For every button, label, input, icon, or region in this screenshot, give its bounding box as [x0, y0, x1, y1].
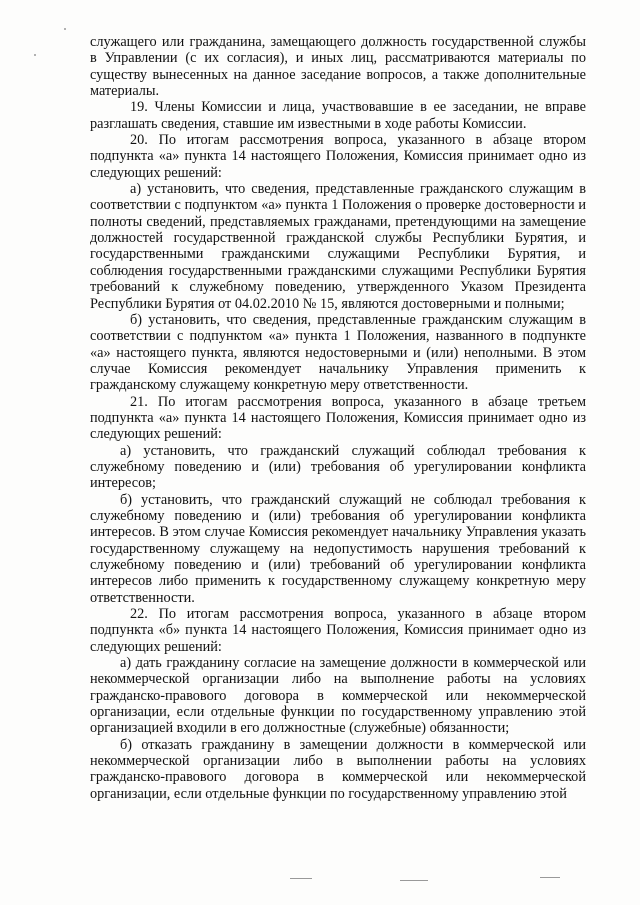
paragraph-item-21b: б) установить, что гражданский служащий не соблюдал требования к служебному поведению и (или) требования об урегулировании конфликта интересов. В этом случае Комиссия рекомендует начальнику Управления указать государственному служащему на недопустимость нарушения требований к служебному поведению и (или) требований об урегулировании конфликта интересов либо применить к государственному служащему конкретную меру ответственности.	[90, 491, 586, 606]
paragraph-continuation: служащего или гражданина, замещающего должность государственной службы в Управлении (с их согласия), и иных лиц, рассматриваются материалы по существу вынесенных на данное заседание вопросов, а также дополнительные материалы.	[90, 34, 586, 100]
paragraph-item-20a: а) установить, что сведения, представленные гражданского служащим в соответствии с подпунктом «а» пункта 1 Положения о проверке достоверности и полноты сведений, представляемых гражданами, претендующими на замещение должностей государственной гражданской службы Республики Бурятия, и государственными гражданскими служащими Республики Бурятия, и соблюдения государственными гражданскими служащими Республики Бурятия требований к служебному поведению, утвержденного Указом Президента Республики Бурятия от 04.02.2010 № 15, являются достоверными и полными;	[90, 181, 586, 312]
paragraph-item-22a: а) дать гражданину согласие на замещение должности в коммерческой или некоммерческой организации либо на выполнение работы на условиях гражданско-правового договора в коммерческой или некоммерческой организации, если отдельные функции по государственному управлению этой организацией входили в его должностные (служебные) обязанности;	[90, 655, 586, 737]
paragraph-item-21: 21. По итогам рассмотрения вопроса, указанного в абзаце третьем подпункта «а» пункта 14 настоящего Положения, Комиссия принимает одно из следующих решений:	[90, 393, 586, 443]
scan-speck	[64, 28, 66, 30]
scan-speck	[400, 880, 428, 881]
scan-speck	[290, 878, 312, 879]
paragraph-item-19: 19. Члены Комиссии и лица, участвовавшие в ее заседании, не вправе разглашать сведения, ставшие им известными в ходе работы Комиссии.	[90, 99, 586, 132]
paragraph-item-21a: а) установить, что гражданский служащий соблюдал требования к служебному поведению и (или) требования об урегулировании конфликта интересов;	[90, 442, 586, 492]
document-body	[90, 34, 586, 802]
scan-speck	[34, 54, 36, 56]
paragraph-item-22b: б) отказать гражданину в замещении должности в коммерческой или некоммерческой организации либо в выполнении работы на условиях гражданско-правового договора в коммерческой или некоммерческой организации, если отдельные функции по государственному управлению этой	[90, 736, 586, 802]
scan-speck	[540, 877, 560, 878]
paragraph-item-22: 22. По итогам рассмотрения вопроса, указанного в абзаце втором подпункта «б» пункта 14 настоящего Положения, Комиссия принимает одно из следующих решений:	[90, 606, 586, 655]
paragraph-item-20b: б) установить, что сведения, представленные гражданским служащим в соответствии с подпунктом «а» пункта 1 Положения, названного в подпункте «а» настоящего пункта, являются недостоверными и (или) неполными. В этом случае Комиссия рекомендует начальнику Управления применить к гражданскому служащему конкретную меру ответственности.	[90, 311, 586, 394]
paragraph-item-20: 20. По итогам рассмотрения вопроса, указанного в абзаце втором подпункта «а» пункта 14 настоящего Положения, Комиссия принимает одно из следующих решений:	[90, 132, 586, 181]
